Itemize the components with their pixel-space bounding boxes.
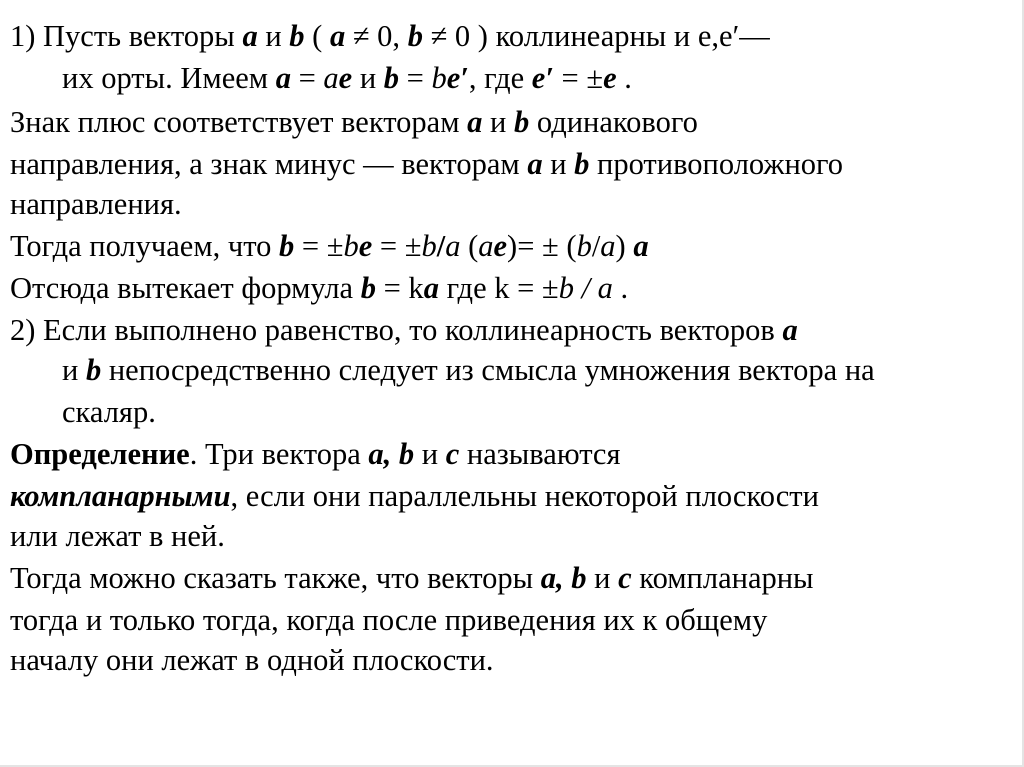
unit-vector-e: e: [358, 229, 373, 263]
text-run: .: [616, 61, 632, 95]
vector-a: a: [527, 147, 543, 181]
vector-a: a,: [368, 437, 392, 471]
text-run: и: [414, 437, 446, 471]
vector-b: b: [407, 19, 423, 53]
vector-a: a: [329, 19, 346, 53]
scalar-a: a: [323, 61, 339, 95]
vector-a: a: [423, 271, 439, 305]
vector-b: b: [571, 561, 587, 595]
text-line-5: [10, 184, 1020, 225]
defined-term: компланарными: [10, 479, 231, 513]
text-run: и: [586, 561, 619, 595]
text-run: 2) Если выполнено равенство, то коллинеарность векторов: [10, 313, 783, 347]
vector-c: c: [618, 561, 632, 595]
text-line-4: [10, 144, 1020, 185]
text-run: Отсюда вытекает формула: [10, 271, 361, 305]
text-run: /: [573, 271, 598, 305]
text-run: противоположного: [589, 147, 844, 181]
scalar-b: b: [576, 229, 592, 263]
text-line-11: [10, 434, 1020, 475]
text-run: где k = ±: [438, 271, 559, 305]
text-run: )= ± (: [507, 229, 577, 263]
text-run: (: [460, 229, 479, 263]
vector-a: a: [275, 61, 291, 95]
vector-c: c: [445, 437, 460, 471]
text-run: началу они лежат в одной плоскости.: [10, 643, 494, 677]
text-run: Знак плюс соответствует векторам: [10, 105, 468, 139]
definition-heading: Определение: [10, 437, 190, 471]
text-line-8: [10, 310, 1020, 351]
text-run: .: [612, 271, 629, 305]
text-run: и: [542, 147, 575, 181]
unit-vector-e: e: [493, 229, 508, 263]
vector-a: a,: [540, 561, 564, 595]
scalar-b: b: [558, 271, 574, 305]
vector-b: b: [398, 437, 415, 471]
text-line-14: [10, 558, 1020, 599]
text-run: тогда и только тогда, когда после приведения их к общему: [10, 603, 768, 637]
text-run: и: [482, 105, 514, 139]
vector-b: b: [574, 147, 590, 181]
scalar-b: b: [431, 61, 447, 95]
text-line-12: [10, 476, 1020, 517]
text-line-6: [10, 226, 1020, 267]
text-run: , если они параллельны некоторой плоскости: [230, 479, 819, 513]
text-line-16: [10, 640, 1020, 681]
text-line-10: [62, 392, 1024, 433]
text-line-15: [10, 600, 1020, 641]
text-run: = ±: [294, 229, 344, 263]
scalar-a: a: [597, 271, 613, 305]
text-run: [391, 437, 399, 471]
text-run: и: [62, 353, 86, 387]
text-run: (: [304, 19, 330, 53]
vector-a: a: [467, 105, 483, 139]
text-run: компланарны: [631, 561, 814, 595]
vector-b: b: [360, 271, 376, 305]
scalar-a: a: [445, 229, 461, 263]
unit-vector-e-prime: e′: [446, 61, 469, 95]
text-run: ≠ 0,: [345, 19, 408, 53]
text-run: направления.: [10, 187, 182, 221]
text-run: , где: [468, 61, 532, 95]
text-line-1: [10, 16, 1020, 57]
scalar-b: b: [421, 229, 437, 263]
text-run: /: [436, 229, 446, 263]
text-run: 1) Пусть векторы: [10, 19, 243, 53]
text-run: и: [257, 19, 290, 53]
text-run: ≠ 0 ) коллинеарны и e,e′—: [422, 19, 770, 53]
text-run: =: [290, 61, 324, 95]
text-run: или лежат в ней.: [10, 519, 225, 553]
text-run: их орты. Имеем: [62, 61, 276, 95]
text-run: и: [352, 61, 384, 95]
vector-a: a: [633, 229, 649, 263]
text-run: = ±: [372, 229, 422, 263]
vector-a: a: [782, 313, 798, 347]
text-run: = ±: [553, 61, 604, 95]
scalar-b: b: [343, 229, 359, 263]
unit-vector-e: e: [603, 61, 617, 95]
vector-b: b: [383, 61, 400, 95]
unit-vector-e-prime: e′: [531, 61, 554, 95]
vector-b: b: [513, 105, 530, 139]
text-run: = k: [375, 271, 424, 305]
text-run: направления, а знак минус — векторам: [10, 147, 528, 181]
text-line-7: [10, 268, 1020, 309]
vector-b: b: [289, 19, 305, 53]
vector-b: b: [279, 229, 295, 263]
text-line-3: [10, 102, 1020, 143]
vector-b: b: [85, 353, 102, 387]
text-run: называются: [459, 437, 621, 471]
text-line-2: [62, 58, 1024, 99]
vector-a: a: [242, 19, 258, 53]
text-run: Тогда можно сказать также, что векторы: [10, 561, 541, 595]
text-run: =: [399, 61, 432, 95]
unit-vector-e: e: [338, 61, 353, 95]
text-line-13: [10, 516, 1020, 557]
text-run: одинакового: [529, 105, 698, 139]
text-run: /: [591, 229, 601, 263]
text-run: скаляр.: [62, 395, 156, 429]
text-run: Тогда получаем, что: [10, 229, 280, 263]
text-line-9: [62, 350, 1024, 391]
text-run: непосредственно следует из смысла умножения вектора на: [101, 353, 875, 387]
scalar-a: a: [478, 229, 494, 263]
scalar-a: a: [600, 229, 616, 263]
text-run: . Три вектора: [189, 437, 369, 471]
text-run: ): [615, 229, 634, 263]
